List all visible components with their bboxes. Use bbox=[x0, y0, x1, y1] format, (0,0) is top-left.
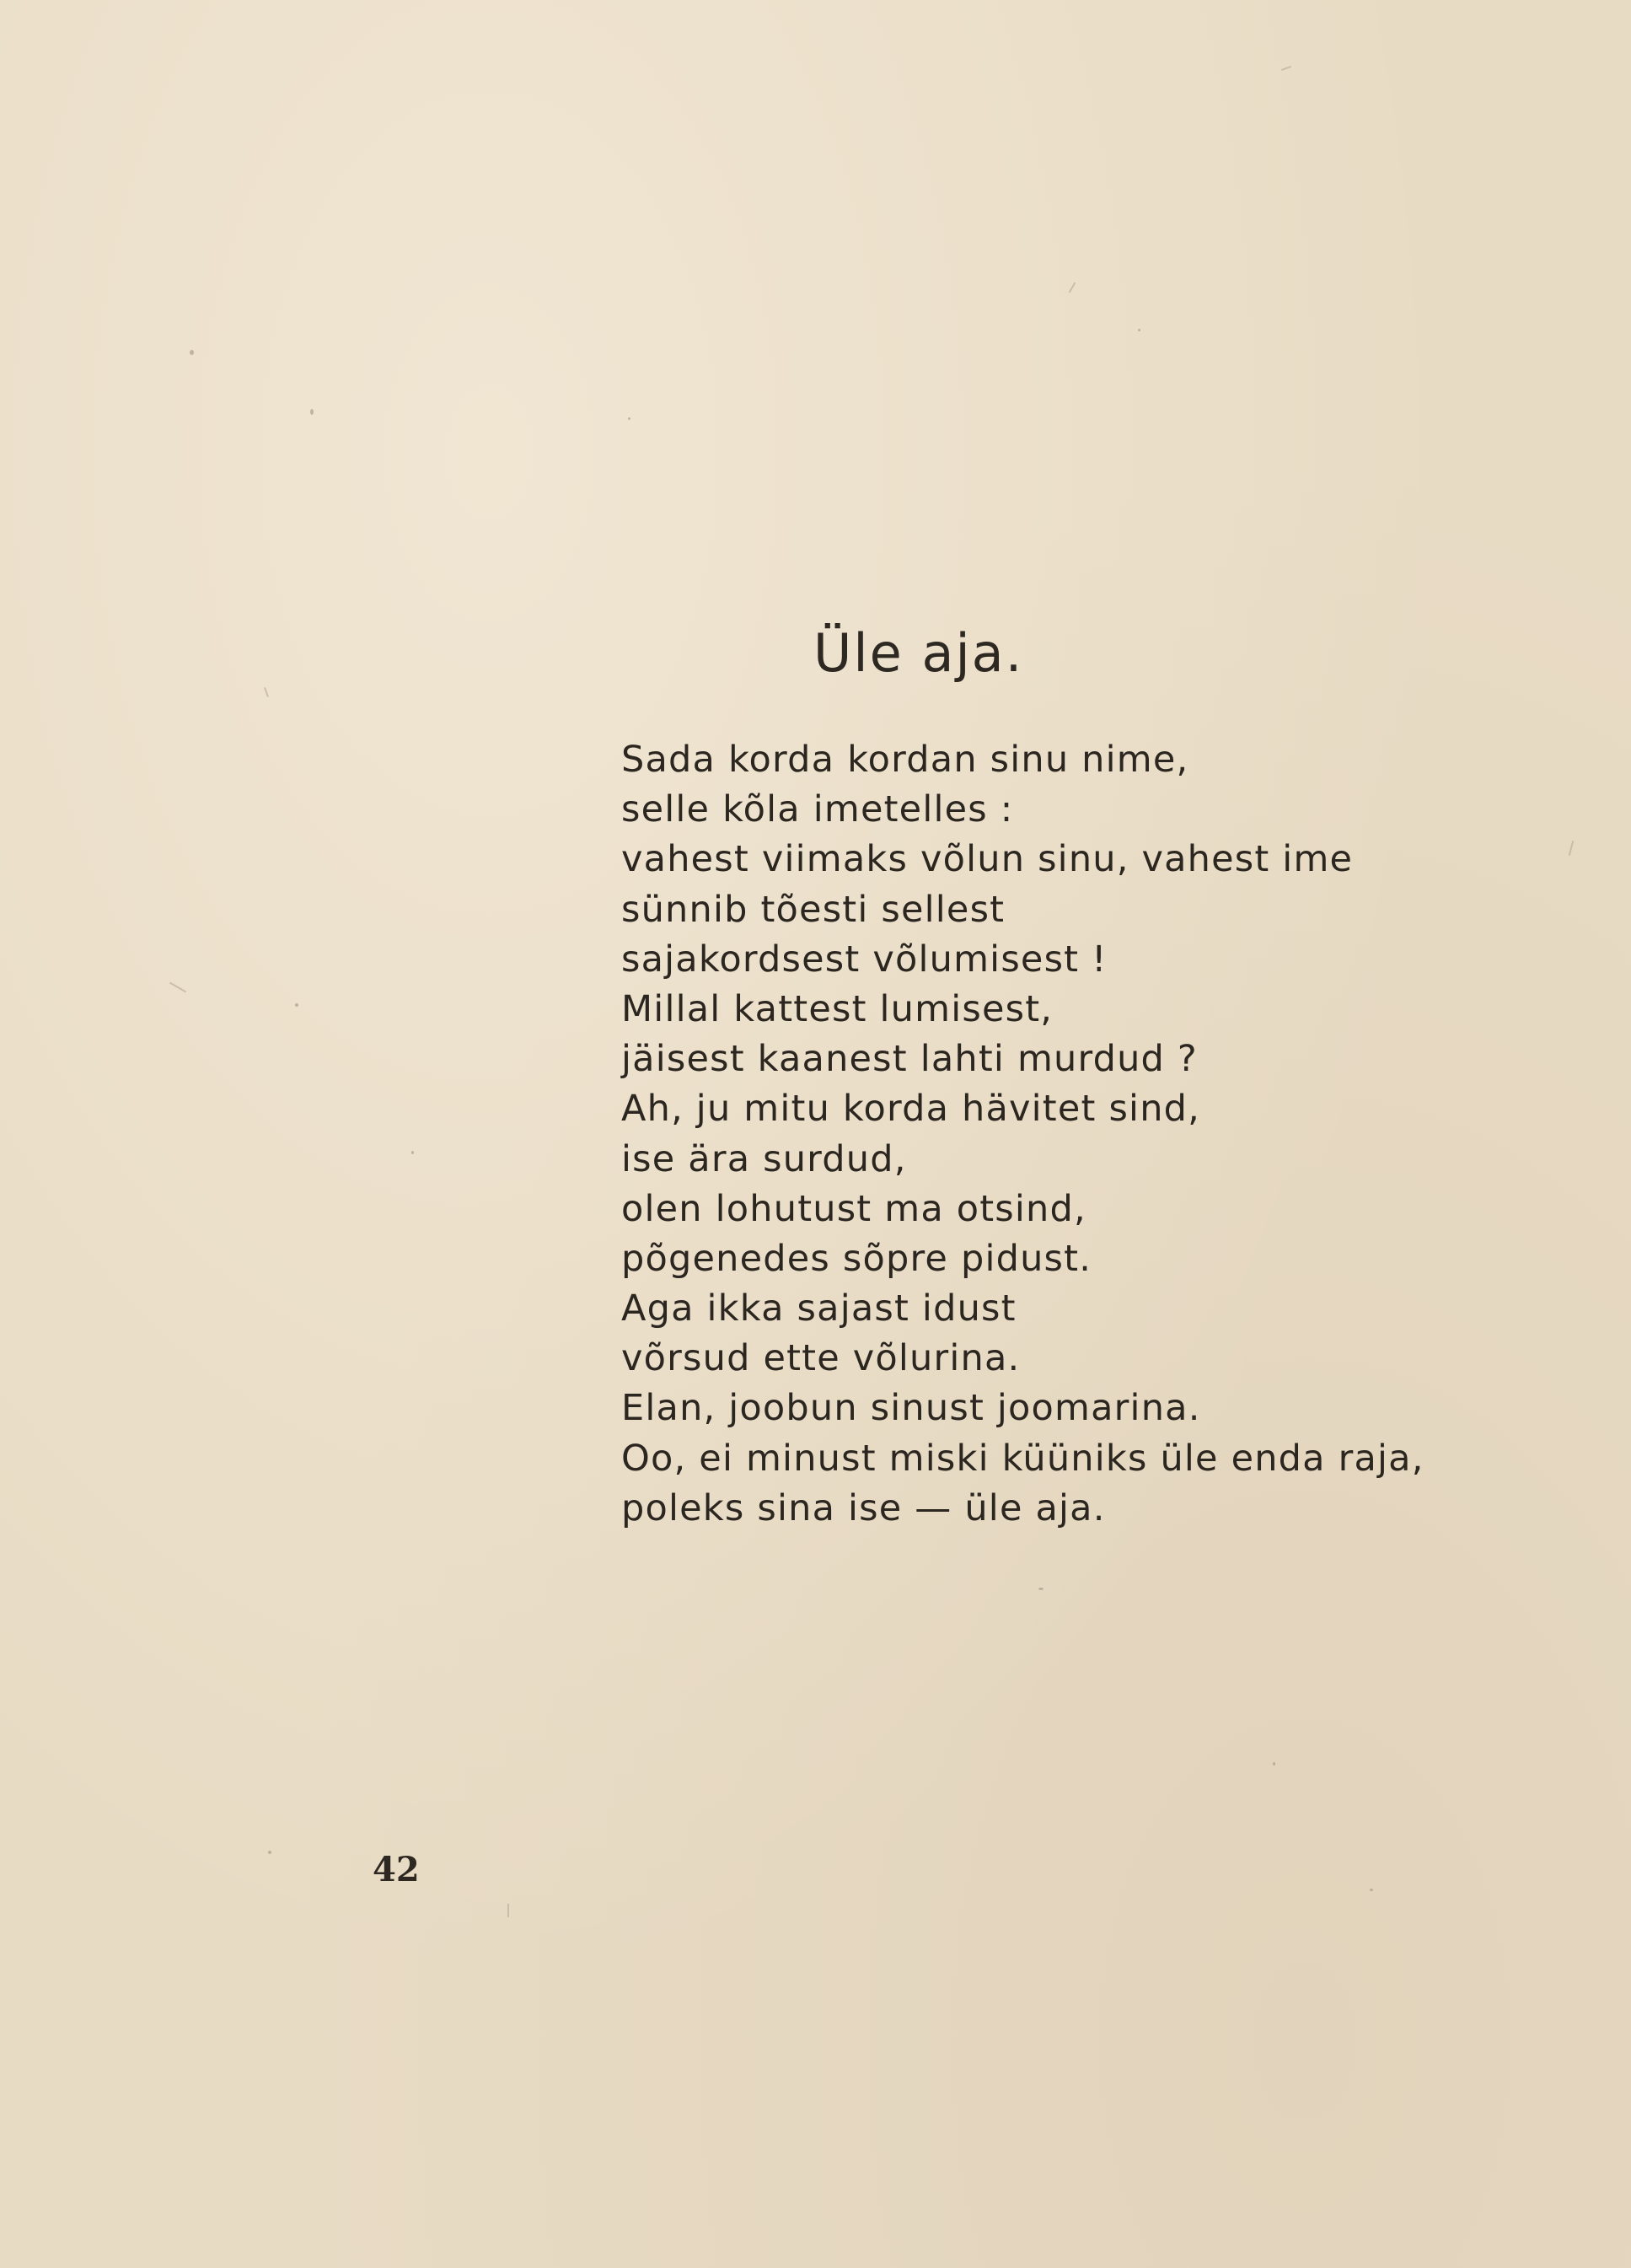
paper-fiber bbox=[1569, 841, 1575, 856]
poem-line: Oo, ei minust miski küüniks üle enda raja, bbox=[621, 1437, 1424, 1480]
poem-line: sajakordsest võlumisest ! bbox=[621, 938, 1108, 981]
poem-line: Millal kattest lumisest, bbox=[621, 987, 1054, 1030]
poem-line: poleks sina ise — üle aja. bbox=[621, 1486, 1106, 1529]
poem-line: sünnib tõesti sellest bbox=[621, 888, 1006, 931]
paper-fiber bbox=[169, 982, 186, 993]
paper-speck bbox=[1370, 1889, 1373, 1891]
poem-line: vahest viimaks võlun sinu, vahest ime bbox=[621, 838, 1354, 881]
poem-line: jäisest kaanest lahti murdud ? bbox=[621, 1038, 1198, 1081]
poem-line: Ah, ju mitu korda hävitet sind, bbox=[621, 1088, 1201, 1131]
paper-speck bbox=[268, 1851, 271, 1854]
paper-speck bbox=[310, 409, 314, 415]
poem-line: Elan, joobun sinust joomarina. bbox=[621, 1387, 1201, 1430]
paper-speck bbox=[628, 417, 630, 420]
poem-title: Üle aja. bbox=[813, 622, 1024, 684]
poem-body bbox=[621, 735, 1424, 1534]
poem-line: olen lohutust ma otsind, bbox=[621, 1187, 1086, 1230]
paper-speck bbox=[1273, 1762, 1275, 1765]
paper-fiber bbox=[1281, 66, 1291, 71]
paper-speck bbox=[190, 350, 194, 355]
paper-fiber bbox=[1069, 282, 1076, 293]
paper-speck bbox=[295, 1003, 298, 1007]
poem-line: Aga ikka sajast idust bbox=[621, 1287, 1017, 1330]
paper-speck bbox=[411, 1151, 414, 1154]
paper-fiber bbox=[507, 1904, 509, 1917]
poem-line: põgenedes sõpre pidust. bbox=[621, 1237, 1092, 1280]
poem-line: selle kõla imetelles : bbox=[621, 788, 1014, 831]
paper-fiber bbox=[264, 687, 269, 697]
paper-speck bbox=[1138, 329, 1140, 331]
poem-line: võrsud ette võlurina. bbox=[621, 1337, 1021, 1380]
paper-speck bbox=[1038, 1588, 1044, 1590]
page-number: 42 bbox=[373, 1850, 420, 1889]
poem-line: ise ära surdud, bbox=[621, 1137, 907, 1180]
poem-line: Sada korda kordan sinu nime, bbox=[621, 739, 1189, 781]
